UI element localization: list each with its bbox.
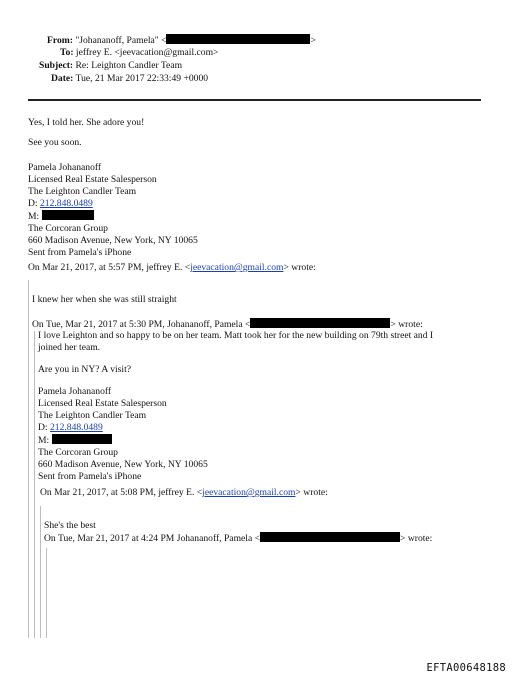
message3-line1: I love Leighton and so happy to be on her team. Matt took her for the new building on 79th street and I [38,330,434,341]
message3-line3: Are you in NY? A visit? [38,364,131,375]
sig-direct-line [38,422,208,434]
message4-line1: She's the best [44,520,96,531]
quote3-header [40,487,328,499]
quote4-header [44,532,432,545]
sig-company: The Corcoran Group [38,447,118,458]
signature1 [28,162,198,259]
sig-name: Pamela Johananoff [38,386,112,397]
bates-stamp: EFTA00648188 [426,662,506,674]
quote3-prefix: On Mar 21, 2017, at 5:08 PM, jeffrey E. < [40,487,203,498]
quote3-suffix: > wrote: [295,487,328,498]
date-value: Tue, 21 Mar 2017 22:33:49 +0000 [75,73,209,84]
quote4-prefix: On Tue, Mar 21, 2017 at 4:24 PM Johananoff, Pamela < [44,533,261,544]
quote-bar-level1 [28,280,29,638]
quote1-email-link[interactable]: jeevacation@gmail.com [190,262,284,273]
quote3-email-link[interactable]: jeevacation@gmail.com [202,487,296,498]
quote2-suffix: > wrote: [390,319,423,330]
sig-mobile-line [28,210,198,223]
quote-bar-level2 [34,331,35,638]
sig-d-label: D: [38,422,48,433]
quote1-prefix: On Mar 21, 2017, at 5:57 PM, jeffrey E. < [28,262,191,273]
sig-mobile-line [38,434,208,447]
quote2-prefix: On Tue, Mar 21, 2017 at 5:30 PM, Johananoff, Pamela < [32,319,251,330]
header-divider [28,99,481,101]
quote4-suffix: > wrote: [400,533,433,544]
sig-m-label: M: [28,211,40,222]
redaction-block [250,318,390,328]
redaction-block [260,532,400,542]
redaction-block [42,210,94,220]
message1-line2: See you soon. [28,137,82,148]
quote1-suffix: > wrote: [283,262,316,273]
sig-address: 660 Madison Avenue, New York, NY 10065 [28,235,198,246]
from-close: > [310,35,316,46]
signature2 [38,386,208,483]
sig-address: 660 Madison Avenue, New York, NY 10065 [38,459,208,470]
to-label: To: [60,47,74,58]
header-subject [39,60,182,72]
from-value: "Johananoff, Pamela" < [75,35,167,46]
sig-sent-from: Sent from Pamela's iPhone [38,471,142,482]
sig-direct-line [28,198,198,210]
header-to [60,47,218,59]
subject-label: Subject: [39,60,74,71]
date-label: Date: [51,73,74,84]
quote-bar-level3 [40,506,41,638]
sig-title: Licensed Real Estate Salesperson [28,174,157,185]
message1-line1: Yes, I told her. She adore you! [28,117,145,128]
sig-name: Pamela Johananoff [28,162,102,173]
quote-bar-level4 [46,548,47,638]
subject-value: Re: Leighton Candler Team [75,60,183,71]
redaction-block [166,34,310,44]
message2-line1: I knew her when she was still straight [32,294,177,305]
redaction-block [52,434,112,444]
sig-team: The Leighton Candler Team [28,186,137,197]
from-label: From: [47,35,73,46]
message3-line2: joined her team. [38,342,101,353]
quote1-header [28,262,316,274]
header-date [51,73,208,85]
sig-d-label: D: [28,198,38,209]
sig-phone-link[interactable]: 212.848.0489 [40,198,93,209]
sig-sent-from: Sent from Pamela's iPhone [28,247,132,258]
sig-m-label: M: [38,435,50,446]
to-value: jeffrey E. <jeevacation@gmail.com> [75,47,219,58]
sig-company: The Corcoran Group [28,223,108,234]
sig-team: The Leighton Candler Team [38,410,147,421]
sig-phone-link[interactable]: 212.848.0489 [50,422,103,433]
header-from [47,34,316,47]
sig-title: Licensed Real Estate Salesperson [38,398,167,409]
